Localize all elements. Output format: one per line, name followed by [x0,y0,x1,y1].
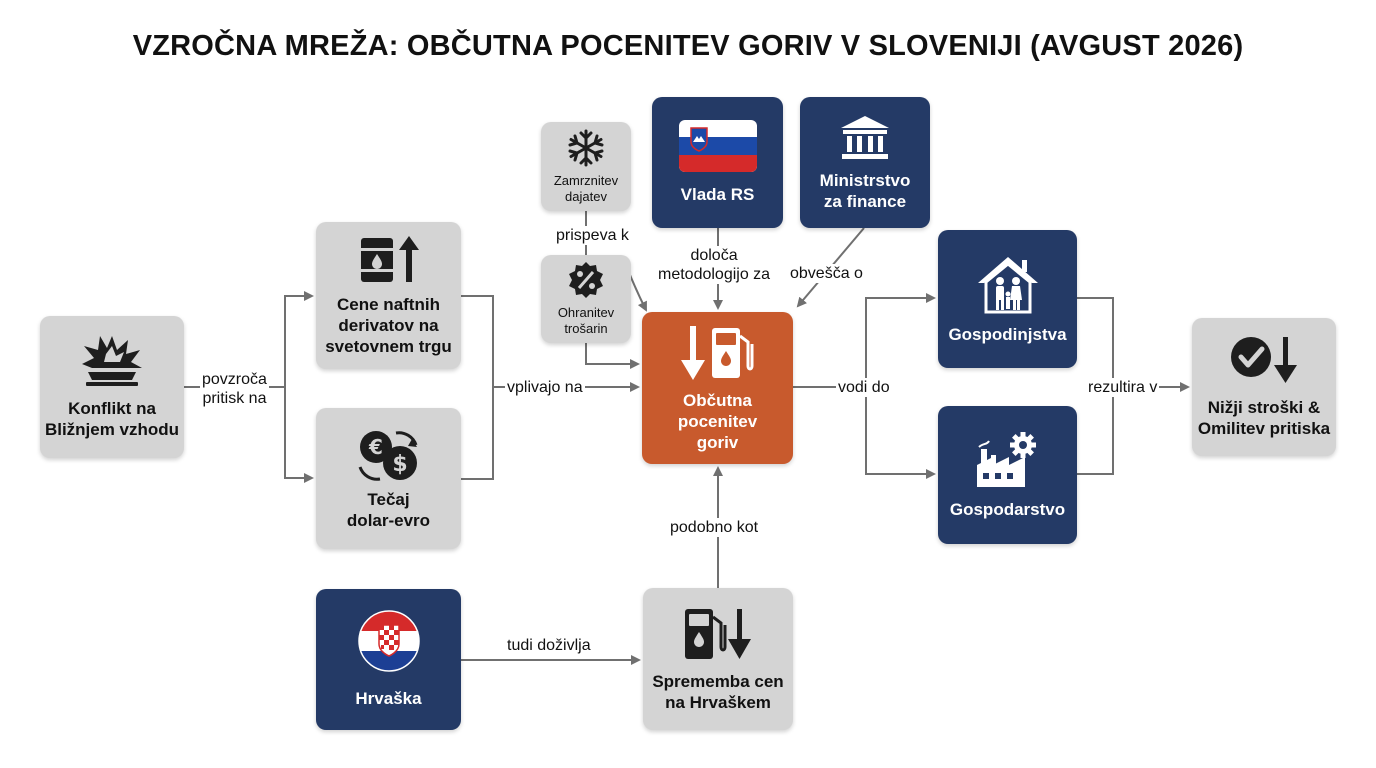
government-building-icon [839,114,891,160]
node-result-label: Nižji stroški & Omilitev pritiska [1197,398,1331,438]
fuel-pump-down-icon [683,605,753,663]
percent-badge-icon [567,261,605,299]
oil-barrel-up-icon [357,234,421,284]
snowflake-icon [567,129,605,167]
node-tax-freeze [541,122,631,211]
edge-label-results: rezultira v [1088,379,1158,396]
node-households [938,230,1077,368]
edge-excise-center [586,343,638,364]
edge-label-similar: podobno kot [670,519,759,536]
node-fuel-price-drop [642,312,793,464]
fuel-price-down-icon [680,324,756,382]
page-title: VZROČNA MREŽA: OBČUTNA POCENITEV GORIV V SLOVENIJI (AVGUST 2026) [132,30,1244,62]
edge-label-also-experiences: tudi doživlja [507,637,591,654]
factory-gear-icon [975,431,1041,489]
edge-label-causes-pressure: povzroča pritisk na [202,371,267,407]
svg-text:€: € [368,434,383,459]
node-oil-prices-label: Cene naftnih derivatov na svetovnem trgu [325,295,452,356]
family-house-icon [976,254,1040,314]
node-excise-retention-label: Ohranitev trošarin [557,305,615,336]
node-conflict-label: Konflikt na Bližnjem vzhodu [44,399,180,439]
edge-label-contributes: prispeva k [556,227,629,244]
node-croatia-label: Hrvaška [355,689,422,708]
node-result [1192,318,1336,456]
node-exchange-rate [316,408,461,549]
check-arrow-down-icon [1229,335,1299,385]
edge-center-households [866,298,934,387]
node-oil-prices [316,222,461,369]
node-economy-label: Gospodarstvo [949,499,1066,519]
edge-label-determines: določa metodologijo za [658,247,771,283]
edge-center-economy [866,387,934,474]
node-croatia [316,589,461,730]
node-excise-retention [541,255,631,343]
currency-exchange-icon [356,427,422,483]
node-fuel-price-drop-label: Občutna pocenitev goriv [677,390,758,452]
edge-label-leads-to: vodi do [838,379,890,396]
explosion-icon [80,334,144,388]
slovenia-flag-icon [679,120,757,172]
node-tax-freeze-label: Zamrznitev dajatev [553,172,619,204]
node-economy [938,406,1077,544]
node-government [652,97,783,228]
node-conflict [40,316,184,458]
node-households-label: Gospodinjstva [948,324,1067,344]
node-ministry [800,97,930,228]
node-exchange-rate-label: Tečaj dolar-evro [346,489,431,530]
node-ministry-label: Ministrstvo za finance [819,170,911,211]
edge-oil-center [461,296,493,479]
node-government-label: Vlada RS [680,185,755,204]
node-croatia-price-change [643,588,793,730]
croatia-flag-icon [358,610,420,672]
edge-conflict-exchange [285,387,312,478]
edge-label-informs: obvešča o [790,265,863,282]
svg-text:$: $ [391,451,408,477]
node-croatia-price-change-label: Sprememba cen na Hrvaškem [652,672,784,712]
edge-label-influence: vplivajo na [507,379,583,396]
